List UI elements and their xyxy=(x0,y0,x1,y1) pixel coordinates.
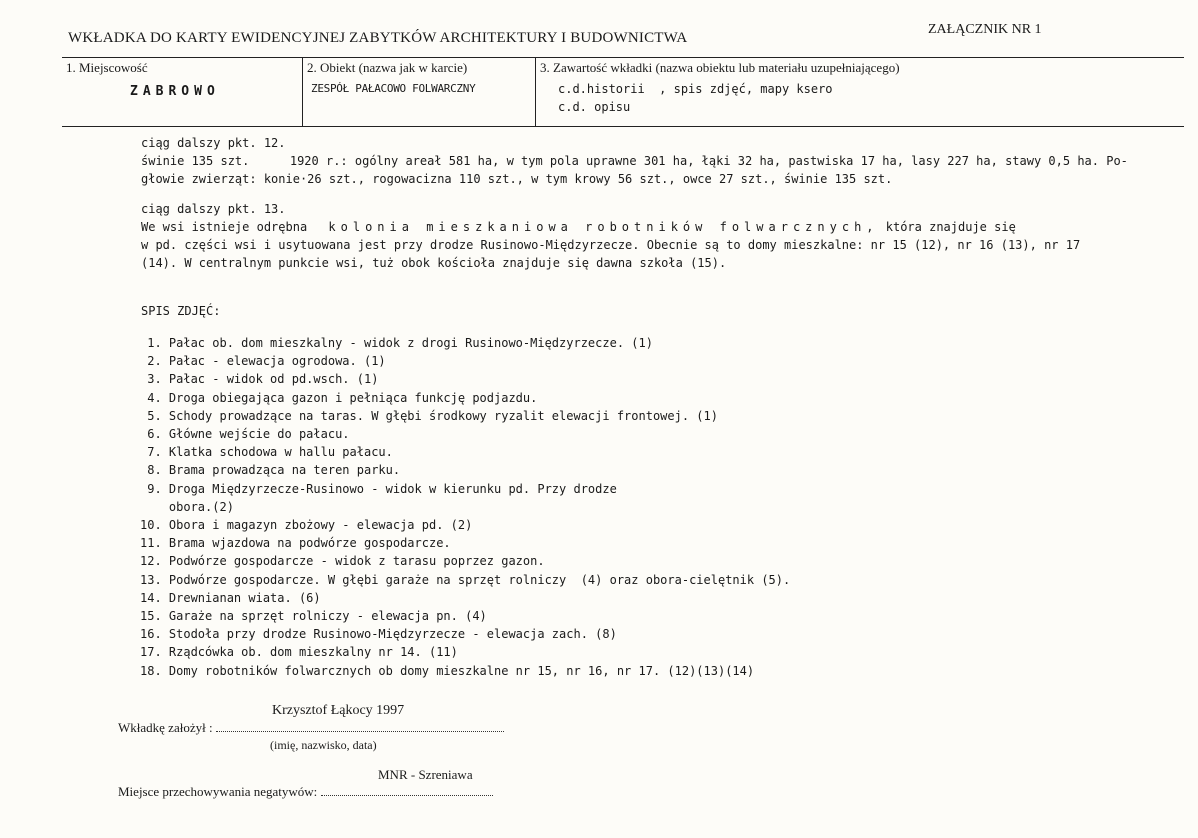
section12-line-2: głowie zwierząt: konie·26 szt., rogowacizna 110 szt., w tym krowy 56 szt., owce 27 szt., świnie 135 szt. xyxy=(141,172,893,186)
form-title: WKŁADKA DO KARTY EWIDENCYJNEJ ZABYTKÓW ARCHITEKTURY I BUDOWNICTWA xyxy=(68,30,688,46)
author-hint: (imię, nazwisko, data) xyxy=(270,738,377,752)
section13-line-1a: We wsi istnieje odrębna xyxy=(141,220,308,234)
contents-cell xyxy=(536,58,1184,126)
section13-line-1 xyxy=(141,218,1016,236)
list-item: 15. Garaże na sprzęt rolniczy - elewacja pn. (4) xyxy=(140,609,487,624)
storage-label: Miejsce przechowywania negatywów: xyxy=(118,784,318,799)
list-item: 16. Stodoła przy drodze Rusinowo-Międzyrzecze - elewacja zach. (8) xyxy=(140,627,617,642)
section13-spaced-text: kolonia mieszkaniowa robotników folwarcznych, xyxy=(328,220,879,234)
list-item: 8. Brama prowadząca na teren parku. xyxy=(140,463,401,478)
photos-heading: SPIS ZDJĘĆ: xyxy=(141,304,221,318)
list-item: obora.(2) xyxy=(140,499,234,514)
section12-line-1b: 1920 r.: ogólny areał 581 ha, w tym pola uprawne 301 ha, łąki 32 ha, pastwiska 17 ha, lasy 227 ha, stawy 0,5 ha. Po- xyxy=(289,154,1128,168)
list-item: 1. Pałac ob. dom mieszkalny - widok z drogi Rusinowo-Międzyrzecze. (1) xyxy=(140,336,653,350)
list-item: 3. Pałac - widok od pd.wsch. (1) xyxy=(140,372,379,387)
list-item: 10. Obora i magazyn zbożowy - elewacja pd. (2) xyxy=(140,518,473,533)
author-name: Krzysztof Łąkocy 1997 xyxy=(272,703,405,718)
author-row xyxy=(118,720,504,736)
list-item: 14. Drewnianan wiata. (6) xyxy=(140,590,321,605)
town-cell xyxy=(62,58,303,126)
list-item: 12. Podwórze gospodarcze - widok z tarasu poprzez gazon. xyxy=(140,554,545,569)
object-label: 2. Obiekt (nazwa jak w karcie) xyxy=(307,60,468,75)
author-dotted-line xyxy=(216,731,504,732)
list-item: 5. Schody prowadzące na taras. W głębi środkowy ryzalit elewacji frontowej. (1) xyxy=(140,408,718,423)
list-item: 7. Klatka schodowa w hallu pałacu. xyxy=(140,445,393,460)
section12-heading: ciąg dalszy pkt. 12. xyxy=(141,136,286,150)
list-item: 11. Brama wjazdowa na podwórze gospodarcze. xyxy=(140,536,451,551)
contents-line-1: c.d.historii , spis zdjęć, mapy ksero xyxy=(558,82,833,96)
contents-line-2: c.d. opisu xyxy=(558,100,631,114)
attachment-label: ZAŁĄCZNIK NR 1 xyxy=(928,22,1042,37)
section13-line-2: w pd. części wsi i usytuowana jest przy drodze Rusinowo-Międzyrzecze. Obecnie są to domy mieszkalne: nr 15 (12), nr 16 (13), nr 17 xyxy=(141,238,1081,252)
object-value: ZESPÓŁ PAŁACOWO FOLWARCZNY xyxy=(311,82,476,95)
storage-value: MNR - Szreniawa xyxy=(378,767,473,782)
section12-line-1a: świnie 135 szt. xyxy=(141,154,250,168)
storage-row xyxy=(118,784,493,800)
list-item: 4. Droga obiegająca gazon i pełniąca funkcję podjazdu. xyxy=(140,390,538,405)
form-header-table xyxy=(62,57,1184,127)
storage-dotted-line xyxy=(321,795,493,796)
section13-line-3: (14). W centralnym punkcie wsi, tuż obok kościoła znajduje się dawna szkoła (15). xyxy=(141,256,727,270)
object-cell xyxy=(303,58,536,126)
list-item: 6. Główne wejście do pałacu. xyxy=(140,427,350,442)
list-item: 13. Podwórze gospodarcze. W głębi garaże na sprzęt rolniczy (4) oraz obora-cielętnik (5). xyxy=(140,572,791,587)
town-value: ZABROWO xyxy=(130,84,220,99)
list-item: 18. Domy robotników folwarcznych ob domy mieszkalne nr 15, nr 16, nr 17. (12)(13)(14) xyxy=(140,663,755,678)
list-item: 2. Pałac - elewacja ogrodowa. (1) xyxy=(140,354,386,369)
photo-list xyxy=(140,334,790,680)
section12-line-1 xyxy=(141,152,1128,170)
section13-line-1b: która znajduje się xyxy=(885,220,1016,234)
author-label: Wkładkę założył : xyxy=(118,720,213,735)
contents-label: 3. Zawartość wkładki (nazwa obiektu lub materiału uzupełniającego) xyxy=(540,60,900,75)
section13-heading: ciąg dalszy pkt. 13. xyxy=(141,202,286,216)
list-item: 17. Rządcówka ob. dom mieszkalny nr 14. (11) xyxy=(140,645,458,660)
list-item: 9. Droga Międzyrzecze-Rusinowo - widok w kierunku pd. Przy drodze xyxy=(140,481,617,496)
town-label: 1. Miejscowość xyxy=(66,60,148,75)
